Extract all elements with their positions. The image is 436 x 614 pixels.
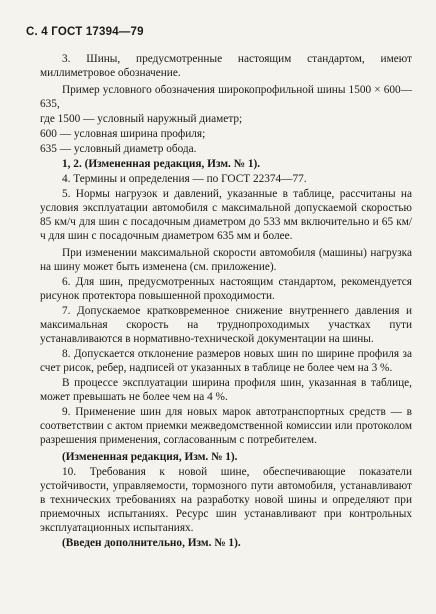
paragraph-example: Пример условного обозначения широкопрофильной шины 1500 × 600—635, [40,84,412,110]
paragraph-where-1500: где 1500 — условный наружный диаметр; [40,113,243,125]
paragraph-600: 600 — условная ширина профиля; [40,128,206,140]
page-header: С. 4 ГОСТ 17394—79 [26,26,144,38]
paragraph-speed-change: При изменении максимальной скорости автомобиля (машины) нагрузка на шину может быть изменена (см. приложение). [40,247,412,273]
paragraph-introduced: (Введен дополнительно, Изм. № 1). [62,537,241,549]
paragraph-5: 5. Нормы нагрузок и давлений, указанные в таблице, рассчитаны на условия эксплуатации автомобиля с максимальной допускаемой скоростью 85 км/ч для шин с посадочным диаметром до 533 мм включительно и 65 км/ч для шин с посадочным диаметром 635 мм и более. [40,188,412,242]
document-body [40,52,412,551]
paragraph-4: 4. Термины и определения — по ГОСТ 22374—77. [62,173,307,185]
paragraph-amendment-1-2: 1, 2. (Измененная редакция, Изм. № 1). [62,158,261,170]
paragraph-3: 3. Шины, предусмотренные настоящим стандартом, имеют миллиметровое обозначение. [40,53,412,79]
paragraph-10: 10. Требования к новой шине, обеспечивающие показатели устойчивости, управляемости, тормозного пути автомобиля, устанавливают в технических требованиях на разработку новой шины и определяют при приемочных испытаниях. Ресурс шин устанавливают при контрольных эксплуатационных испытаниях. [40,466,412,534]
paragraph-7: 7. Допускаемое кратковременное снижение внутреннего давления и максимальная скорость на труднопроходимых участках пути устанавливаются в нормативно-технической документации на шины. [40,305,412,345]
paragraph-amendment-9: (Измененная редакция, Изм. № 1). [62,451,238,463]
paragraph-9: 9. Применение шин для новых марок автотранспортных средств — в соответствии с актом приемки межведомственной комиссии или протоколом разрешения применения, согласованным с потребителем. [40,406,412,446]
paragraph-635: 635 — условный диаметр обода. [40,143,197,155]
paragraph-6: 6. Для шин, предусмотренных настоящим стандартом, рекомендуется рисунок протектора повышенной проходимости. [40,276,412,302]
paragraph-width-excess: В процессе эксплуатации ширина профиля шин, указанная в таблице, может превышать не более чем на 4 %. [40,377,412,403]
paragraph-8: 8. Допускается отклонение размеров новых шин по ширине профиля за счет рисок, ребер, надписей от указанных в таблице не более чем на 3 %. [40,348,412,374]
